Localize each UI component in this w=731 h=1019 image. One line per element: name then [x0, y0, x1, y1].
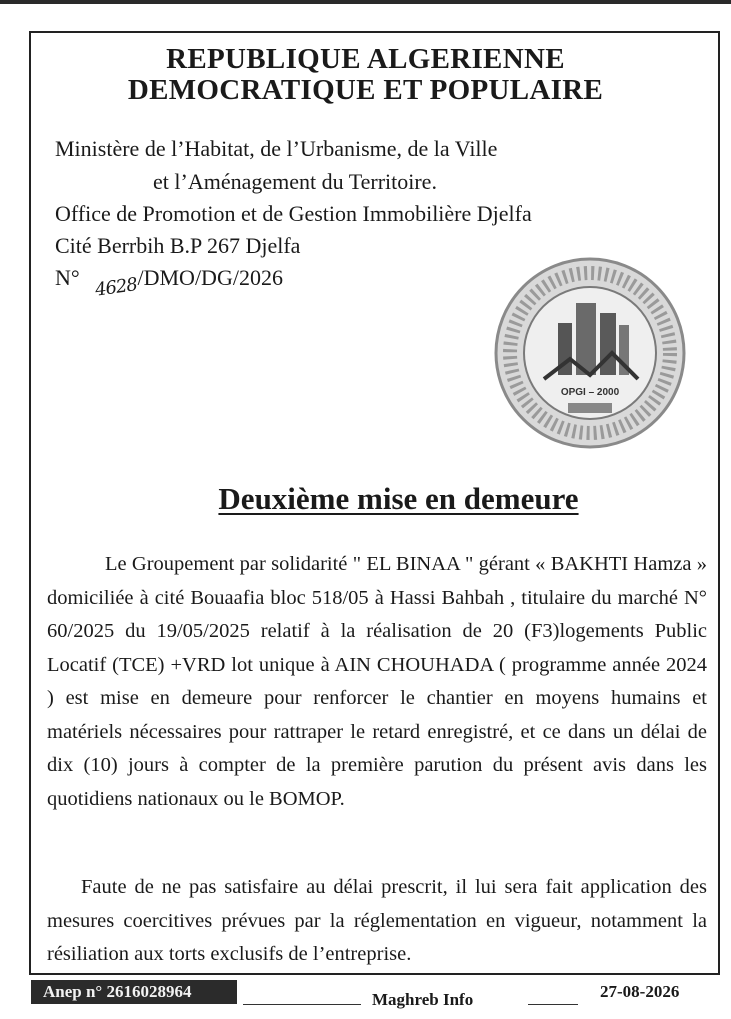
ministry-line-2: et l’Aménagement du Territoire.: [153, 169, 437, 194]
reference-handwritten: 4628: [93, 274, 138, 301]
reference-suffix: /DMO/DG/2026: [137, 265, 283, 290]
newspaper-name: Maghreb Info: [372, 990, 474, 1009]
footer-rule-left: [243, 1004, 361, 1005]
notice-paragraph-1: Le Groupement par solidarité " EL BINAA " gérant « BAKHTI Hamza » domiciliée à cité Bouaafia bloc 518/05 à Hassi Bahbah , titulaire du marché N° 60/2025 du 19/05/2025 relatif à la réalisation de 20 (F3)logements Public Locatif (TCE) +VRD lot unique à AIN CHOUHADA ( programme année 2024 ) est mise en demeure pour renforcer le chantier en moyens humains et matériels nécessaires pour rattraper le retard enregistré, et ce dans un délai de dix (10) jours à compter de la première parution du présent avis dans les quotidiens nationaux ou le BOMOP.: [47, 553, 707, 810]
official-seal: [492, 255, 688, 451]
notice-paragraph-2: Faute de ne pas satisfaire au délai prescrit, il lui sera fait application des mesures coercitives prévues par la réglementation en vigueur, notamment la résiliation aux torts exclusifs de l’entreprise.: [47, 876, 707, 965]
anep-number: Anep n° 2616028964: [31, 980, 237, 1004]
notice-title: Deuxième mise en demeure: [218, 481, 579, 516]
seal-text: OPGI – 2000: [560, 387, 620, 398]
top-rule: [0, 0, 731, 4]
footer-rule-right: [528, 1004, 578, 1005]
ministry-line-1: Ministère de l’Habitat, de l’Urbanisme, de la Ville: [55, 136, 498, 161]
header-line-2: DEMOCRATIQUE ET POPULAIRE: [127, 74, 604, 106]
header-line-1: REPUBLIQUE ALGERIENNE: [166, 43, 565, 75]
reference-number: [55, 265, 283, 301]
office-name: Office de Promotion et de Gestion Immobilière Djelfa: [55, 201, 532, 226]
publication-date: 27-08-2026: [600, 982, 680, 1001]
reference-prefix: N°: [55, 265, 80, 290]
office-address: Cité Berrbih B.P 267 Djelfa: [55, 233, 301, 258]
